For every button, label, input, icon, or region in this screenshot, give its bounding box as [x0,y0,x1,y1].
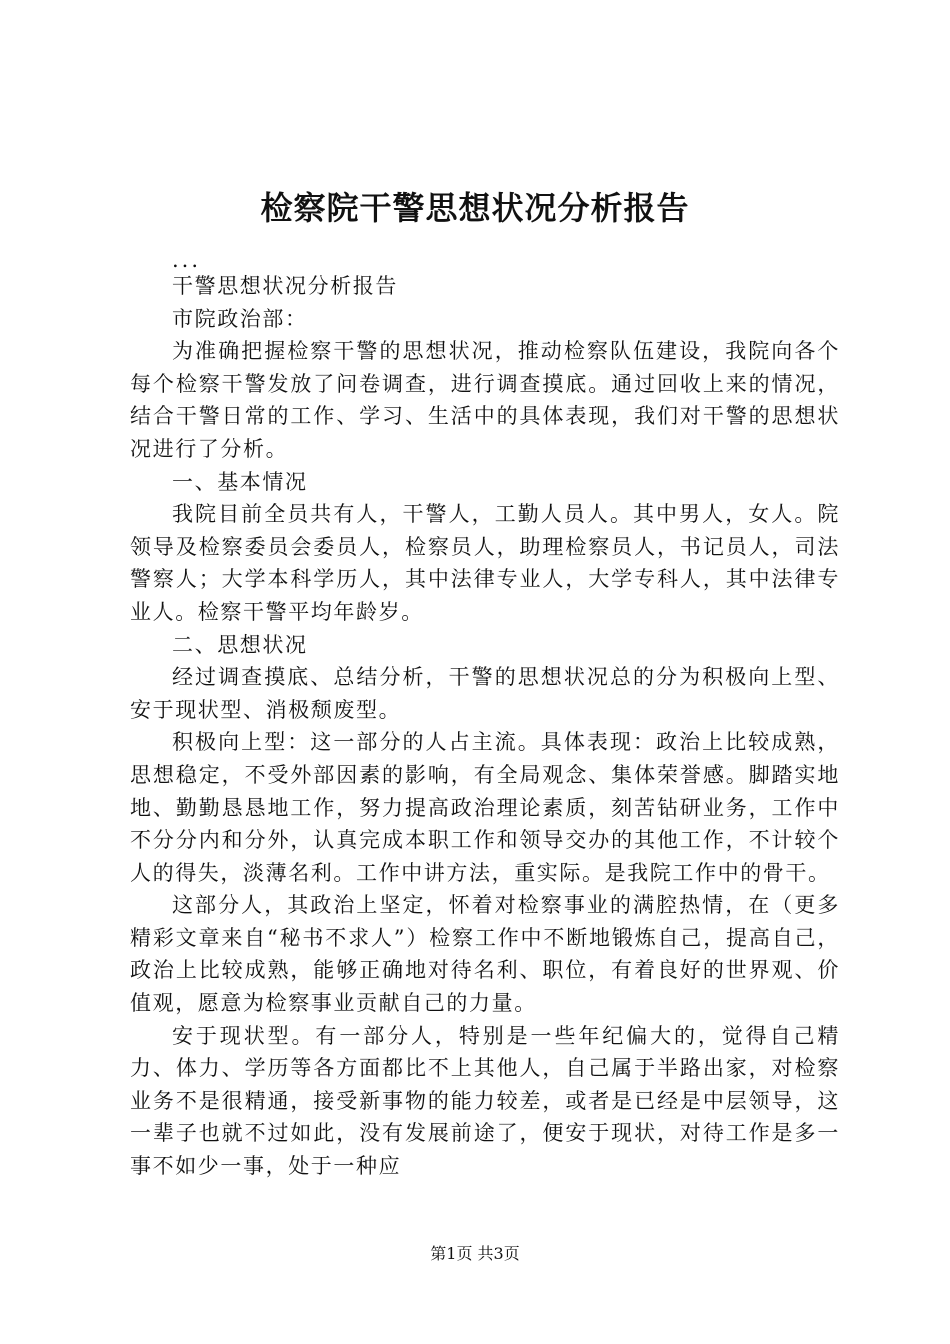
report-subtitle: 干警思想状况分析报告 [172,274,398,298]
ellipsis-marker: ... [172,248,202,272]
basic-info-paragraph: 我院目前全员共有人，干警人，工勤人员人。其中男人，女人。院领导及检察委员会委员人，检察员人，助理检察员人，书记员人，司法警察人；大学本科学历人，其中法律专业人，大学专科人，其中法律专业人。检察干警平均年龄岁。 [130,502,840,624]
complacent-type-paragraph: 安于现状型。有一部分人，特别是一些年纪偏大的，觉得自己精力、体力、学历等各方面都比不上其他人，自己属于半路出家，对检察业务不是很精通，接受新事物的能力较差，或者是已经是中层领导，这一辈子也就不过如此，没有发展前途了，便安于现状，对待工作是多一事不如少一事，处于一种应 [130,1023,840,1179]
salutation: 市院政治部： [172,306,308,331]
document-title: 检察院干警思想状况分析报告 [260,189,690,227]
positive-type-paragraph: 积极向上型：这一部分的人占主流。具体表现：政治上比较成熟，思想稳定，不受外部因素的影响，有全局观念、集体荣誉感。脚踏实地地、勤勤恳恳地工作，努力提高政治理论素质，刻苦钻研业务，工作中不分分内和分外，认真完成本职工作和领导交办的其他工作，不计较个人的得失，淡薄名利。工作中讲方法，重实际。是我院工作中的骨干。 [130,730,840,885]
intro-paragraph: 为准确把握检察干警的思想状况，推动检察队伍建设，我院向各个每个检察干警发放了问卷调查，进行调查摸底。通过回收上来的情况，结合干警日常的工作、学习、生活中的具体表现，我们对干警的思想状况进行了分析。 [130,339,840,461]
section-heading-basic: 一、基本情况 [172,469,308,494]
document-body [130,250,840,1183]
page-number-footer: 第1页 共3页 [430,1244,520,1263]
section-heading-thought: 二、思想状况 [172,632,308,657]
positive-detail-paragraph: 这部分人，其政治上坚定，怀着对检察事业的满腔热情，在（更多精彩文章来自“秘书不求人”）检察工作中不断地锻炼自己，提高自己，政治上比较成熟，能够正确地对待名利、职位，有着良好的世界观、价值观，愿意为检察事业贡献自己的力量。 [130,893,840,1016]
thought-summary-paragraph: 经过调查摸底、总结分析，干警的思想状况总的分为积极向上型、安于现状型、消极颓废型。 [130,665,840,722]
